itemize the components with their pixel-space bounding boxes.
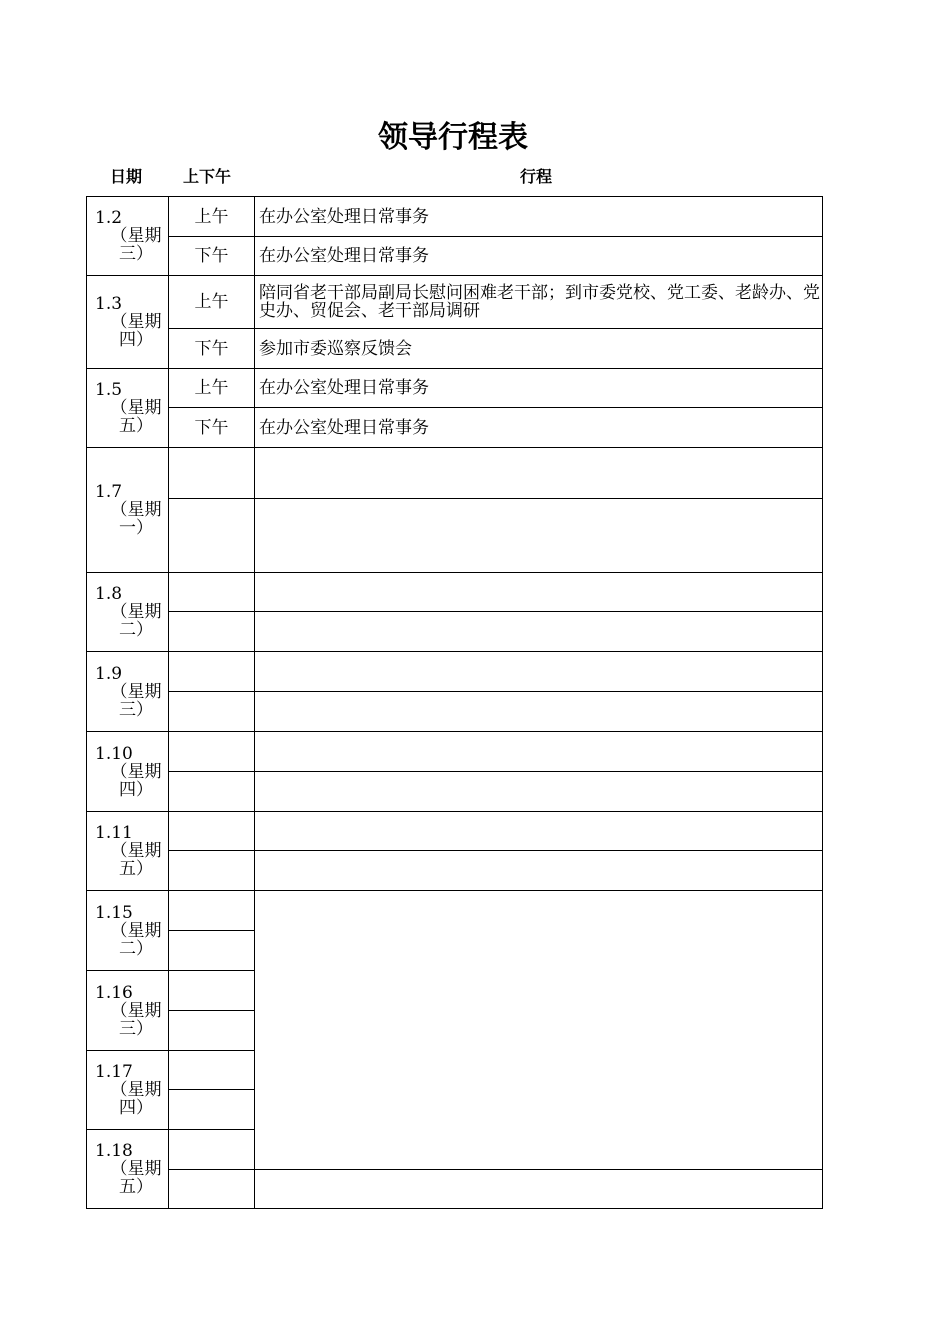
date: 1.9 [95, 663, 123, 684]
period-am: 上午 [169, 369, 255, 408]
header-date: 日期 [110, 167, 143, 186]
table-row [87, 692, 823, 732]
date: 1.16 [95, 982, 133, 1003]
date: 1.18 [95, 1141, 133, 1161]
weekday: （星期五） [110, 1159, 162, 1197]
date-cell [87, 732, 169, 812]
period-pm [169, 931, 255, 971]
table-row [87, 329, 823, 369]
table-row [87, 612, 823, 652]
schedule-table [86, 196, 823, 1209]
schedule-am: 在办公室处理日常事务 [255, 369, 823, 408]
weekday: （星期五） [110, 841, 162, 879]
date-cell [87, 891, 169, 971]
date-cell [87, 276, 169, 369]
schedule-pm [255, 1170, 823, 1209]
period-pm: 下午 [169, 408, 255, 448]
period-am: 上午 [169, 197, 255, 237]
schedule-pm [255, 851, 823, 891]
date-cell [87, 448, 169, 573]
weekday: （星期二） [110, 920, 162, 959]
period-am [169, 1130, 255, 1170]
schedule-pm [255, 499, 823, 573]
weekday: （星期一） [110, 500, 162, 538]
table-row [87, 237, 823, 276]
period-pm [169, 851, 255, 891]
period-am: 上午 [169, 276, 255, 329]
table-row [87, 499, 823, 573]
table-row [87, 573, 823, 612]
period-pm: 下午 [169, 237, 255, 276]
period-am [169, 891, 255, 931]
weekday: （星期二） [110, 602, 162, 640]
table-row [87, 408, 823, 448]
table-row [87, 276, 823, 329]
schedule-pm [255, 612, 823, 652]
date-cell [87, 652, 169, 732]
schedule-am [255, 448, 823, 499]
schedule-pm: 在办公室处理日常事务 [255, 408, 823, 448]
table-row [87, 369, 823, 408]
weekday: （星期五） [110, 398, 162, 436]
table-row [87, 851, 823, 891]
table-row [87, 652, 823, 692]
weekday: （星期四） [110, 312, 162, 350]
period-am [169, 971, 255, 1011]
period-am [169, 448, 255, 499]
table-row [87, 812, 823, 851]
date: 1.10 [95, 743, 133, 764]
date: 1.11 [95, 823, 133, 843]
period-am [169, 732, 255, 772]
page-title: 领导行程表 [378, 120, 528, 155]
date-cell [87, 197, 169, 276]
period-pm [169, 1090, 255, 1130]
date: 1.8 [95, 584, 123, 604]
date: 1.2 [95, 208, 123, 228]
period-am [169, 573, 255, 612]
date: 1.7 [95, 482, 123, 502]
date-cell [87, 573, 169, 652]
period-pm [169, 612, 255, 652]
date: 1.3 [95, 294, 123, 314]
weekday: （星期四） [110, 761, 162, 800]
schedule-am [255, 812, 823, 851]
weekday: （星期三） [110, 226, 162, 264]
date-cell [87, 812, 169, 891]
schedule-pm [255, 692, 823, 732]
period-pm: 下午 [169, 329, 255, 369]
date: 1.15 [95, 902, 133, 923]
table-row [87, 732, 823, 772]
period-am [169, 1051, 255, 1090]
period-pm [169, 1011, 255, 1051]
table-row [87, 197, 823, 237]
period-pm [169, 499, 255, 573]
schedule-pm [255, 772, 823, 812]
weekday: （星期三） [110, 681, 162, 720]
schedule-pm: 在办公室处理日常事务 [255, 237, 823, 276]
schedule-am [255, 573, 823, 612]
date-cell [87, 1130, 169, 1209]
schedule-am [255, 732, 823, 772]
date-cell [87, 369, 169, 448]
header-schedule: 行程 [520, 167, 553, 186]
period-am [169, 652, 255, 692]
period-am [169, 812, 255, 851]
schedule-am: 在办公室处理日常事务 [255, 197, 823, 237]
header-period: 上下午 [183, 167, 232, 186]
date-cell [87, 971, 169, 1051]
schedule-am [255, 652, 823, 692]
period-pm [169, 692, 255, 732]
date: 1.5 [95, 380, 123, 400]
date-cell [87, 1051, 169, 1130]
schedule-pm: 参加市委巡察反馈会 [255, 329, 823, 369]
table-row [87, 891, 823, 931]
schedule-merged [255, 891, 823, 1170]
period-pm [169, 772, 255, 812]
date: 1.17 [95, 1062, 133, 1082]
table-row [87, 1170, 823, 1209]
weekday: （星期四） [110, 1080, 162, 1118]
table-row [87, 448, 823, 499]
period-pm [169, 1170, 255, 1209]
table-row [87, 772, 823, 812]
weekday: （星期三） [110, 1000, 162, 1039]
schedule-am: 陪同省老干部局副局长慰问困难老干部；到市委党校、党工委、老龄办、党史办、贸促会、老干部局调研 [255, 276, 823, 329]
